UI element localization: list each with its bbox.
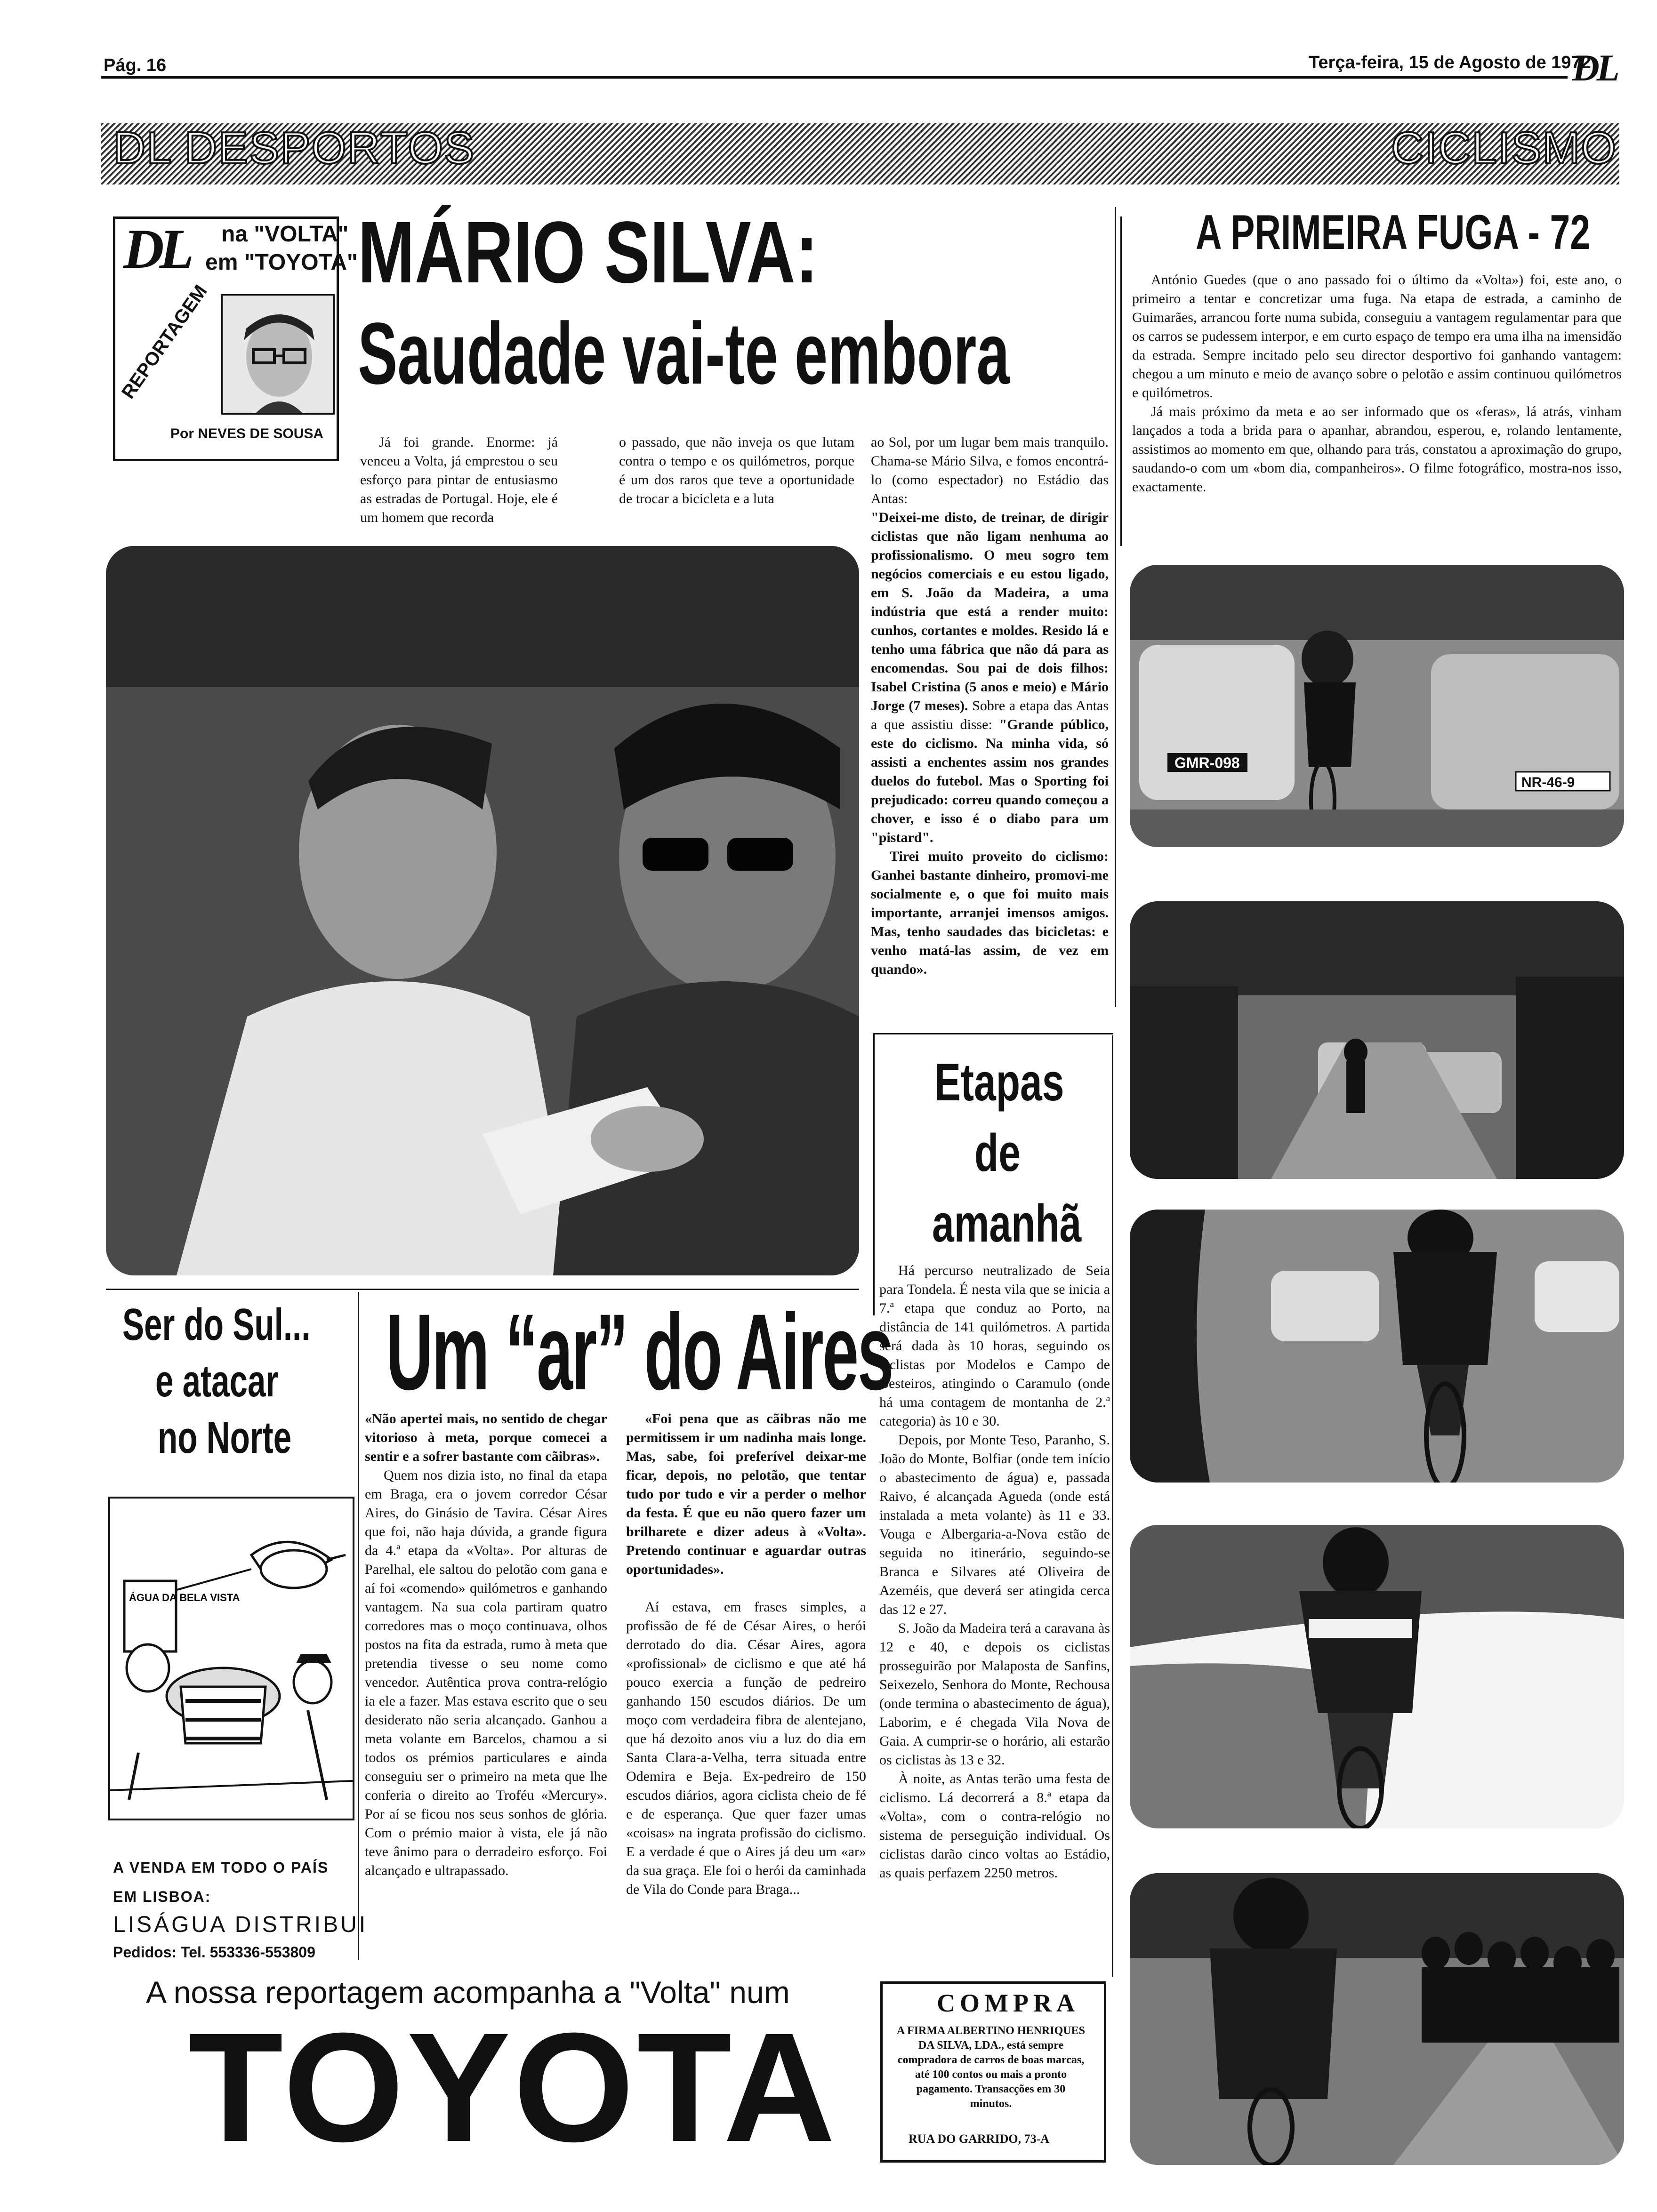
fuga-photo-3	[1130, 1210, 1624, 1483]
etapas-p1: Há percurso neutralizado de Seia para Tondela. É nesta vila que se inicia a 7.ª etapa que conduz ao Porto, na distância de 141 quilómetros. A partida será dada às 10 horas, seguindo os ciclistas por Modelos e Campo de Besteiros, atingindo o Caramulo (onde há uma contagem de montanha de 2.ª categoria) às 10 e 30.	[879, 1263, 1110, 1429]
aires-side-title-3: no Norte	[158, 1412, 292, 1463]
fuga-photo-3-drawing	[1130, 1210, 1624, 1483]
main-headline-2: Saudade vai-te embora	[358, 305, 1010, 402]
mario-silva-photo-drawing	[106, 546, 859, 1275]
fuga-photo-1	[1130, 565, 1624, 847]
header-rule	[101, 76, 1568, 79]
agua-line1: A VENDA EM TODO O PAÍS	[113, 1859, 329, 1876]
fuga-p2: Já mais próximo da meta e ao ser informado que os «feras», lá atrás, vinham lançados a toda a brida para o apanhar, abrandou, esperou, e, rolando lentamente, assistimos ao momento em que, olhando para trás, constatou a aproximação do grupo, saudando-o com um «bom dia, companheiros». O filme fotográfico, mostra-nos isso, exactamente.	[1132, 404, 1622, 495]
aires-col2-lead: «Foi pena que as cãibras não me permitissem ir um nadinha mais longe. Mas, sabe, foi preferível deixar-me ficar, depois, no pelotão, que tentar tudo por tudo e vir a perder o melhor da festa. É que eu não quero fazer um brilharete e dizer adeus à «Volta». Pretendo continuar e aguardar outras oportunidades».	[626, 1411, 866, 1577]
section-label-ciclismo: CICLISMO	[1391, 123, 1617, 173]
aires-side-title-2: e atacar	[155, 1356, 279, 1406]
toyota-brand: TOYOTA	[188, 2000, 838, 2174]
main-article-col3	[871, 433, 1109, 979]
aires-col2	[626, 1410, 866, 1899]
main-article-col3-p2-intro: Tirei muito proveito do ciclismo:	[890, 849, 1109, 864]
main-article-col3-quote1: "Deixei-me disto, de treinar, de dirigir ciclistas que não ligam nenhuma ao profissionalismo. O meu sogro tem negócios comerciais e eu estou ligado, em S. João da Madeira, a uma indústria que está a render muito: cunhos, cortantes e moldes. Resido lá e tenho uma fábrica que não dá para as encomendas. Sou pai de dois filhos: Isabel Cristina (5 anos e meio) e Mário Jorge (7 meses).	[871, 510, 1109, 713]
main-headline-1: MÁRIO SILVA:	[358, 204, 818, 301]
report-box-line2: em "TOYOTA"	[205, 250, 358, 275]
main-article-col3-para	[871, 433, 1109, 847]
compra-address: RUA DO GARRIDO, 73-A	[909, 2132, 1049, 2146]
agua-sign-text: ÁGUA DA BELA VISTA	[129, 1592, 240, 1603]
fuga-photo-4-drawing	[1130, 1525, 1624, 1828]
reporter-portrait-drawing	[223, 296, 333, 413]
aires-col2-body: Aí estava, em frases simples, a profissão de fé de César Aires, o herói derrotado do dia. César Aires, agora «profissional» de ciclismo e que até há pouco exercia a função de pedreiro ganhando 150 escudos diários. De um moço com verdadeira fibra de alentejano, que há dezoito anos viu a luz do dia em Santa Clara-a-Velha, terra situada entre Odemira e Beja. Ex-pedreiro de 150 escudos diários, agora ciclista cheio de fé e de esperança. Que quer fazer umas «coisas» na ingrata profissão do ciclismo. E a verdade é que o Aires já deu um «ar» da sua graça. Ele foi o herói da caminhada de Vila do Conde para Braga...	[626, 1599, 866, 1897]
rule-etapas-top	[873, 1033, 1113, 1034]
reporter-portrait	[221, 294, 335, 415]
agua-line2: EM LISBOA:	[113, 1888, 211, 1905]
compra-body: A FIRMA ALBERTINO HENRIQUES DA SILVA, LDA., está sempre compradora de carros de boas marcas, até 100 contos ou mais a pronto pagamento. Transacções em 30 minutos.	[897, 2025, 1085, 2110]
rule-etapas-right	[1112, 1035, 1113, 1977]
agua-ad-illustration	[108, 1497, 354, 1820]
main-article-col1	[360, 433, 558, 527]
compra-title: COMPRA	[937, 1989, 1079, 2017]
aires-side-title-1: Ser do Sul...	[122, 1299, 311, 1350]
aires-col1-lead: «Não apertei mais, no sentido de chegar vitorioso à meta, porque comecei a sentir e a sofrer bastante com cãibras».	[365, 1411, 607, 1464]
main-article-col3-para2	[871, 847, 1109, 979]
toyota-tagline: A nossa reportagem acompanha a "Volta" num	[146, 1975, 790, 2010]
report-box-byline: Por NEVES DE SOUSA	[170, 426, 324, 441]
main-article-col2	[619, 433, 854, 508]
fuga-photo-5-drawing	[1130, 1873, 1624, 2165]
etapas-title-2: de	[974, 1123, 1021, 1182]
agua-line3: LISÁGUA DISTRIBUI	[113, 1912, 368, 1937]
car-plate-2: NR-46-9	[1521, 775, 1575, 790]
etapas-text	[879, 1261, 1110, 1883]
section-label-desportos: DL DESPORTOS	[113, 123, 475, 173]
rule-sidebar-divider	[1120, 216, 1122, 546]
fuga-photo-1-drawing	[1130, 565, 1624, 847]
main-article-col2-text: o passado, que não inveja os que lutam contra o tempo e os quilómetros, porque é um dos raros que teve a oportunidade de trocar a bicicleta e a luta	[619, 434, 854, 506]
report-box-vertical: REPORTAGEM	[118, 281, 211, 403]
aires-col1-body: Quem nos dizia isto, no final da etapa em Braga, era o jovem corredor César Aires, do Ginásio de Tavira. César Aires que foi, não haja dúvida, a grande figura da 4.ª etapa da «Volta». Por alturas de Parelhal, ele saltou do pelotão com gana e aí foi «comendo» quilómetros e ganhando vantagem. Na sua cola partiram quatro corredores mas o moço continuava, olhos postos na fita da estrada, rumo à meta que pretendia tivesse o seu nome como vencedor. Autêntica prova contra-relógio ia ele a fazer. Mas estava escrito que o seu desiderato não seria alcançado. Ganhou a meta volante em Barcelos, chamou a si todos os prémios particulares e ainda conseguiu ser o primeiro na meta que lhe conferia o direito ao Troféu «Mercury». Por aí se ficou nos seus sonhos de glória. Com o prémio maior à vista, ele já não teve ânimo para o derradeiro esforço. Foi alcançado e ultrapassado.	[365, 1467, 607, 1878]
main-article-col3-quote2: "Grande público, este do ciclismo. Na minha vida, só assisti a enchentes assim nos grandes duelos do futebol. Mas o Sporting foi prejudicado: correu quando começou a chover, e isso é o diabo para um "pistard".	[871, 717, 1109, 845]
etapas-p2: Depois, por Monte Teso, Paranho, S. João do Monte, Bolfiar (onde tem início o abastecimento de água) e, passada Raivo, é alcançada Agueda (onde está instalada a meta volante) às 11 e 33. Vouga e Albergaria-a-Nova estão de seguida no itinerário, seguindo-se Branca e Silvares até Oliveira de Azeméis, que deverá ser atingida cerca das 12 e 27.	[879, 1432, 1110, 1617]
issue-date: Terça-feira, 15 de Agosto de 1972	[1309, 53, 1591, 72]
main-article-col3-intro: ao Sol, por um lugar bem mais tranquilo. Chama-se Mário Silva, e fomos encontrá-lo (como espectador) no Estádio das Antas:	[871, 434, 1109, 506]
fuga-photo-2	[1130, 901, 1624, 1179]
report-box-logo: DL	[123, 217, 189, 280]
car-plate-1: GMR-098	[1174, 754, 1240, 771]
agua-ad-drawing	[110, 1499, 353, 1819]
mario-silva-photo	[106, 546, 859, 1275]
fuga-photo-4	[1130, 1525, 1624, 1828]
rule-col-main-right	[1115, 207, 1116, 1007]
page-number: Pág. 16	[104, 56, 167, 75]
header-logo: DL	[1572, 48, 1617, 89]
main-article-col3-mid: Sobre a etapa das Antas a que assistiu disse:	[871, 698, 1109, 732]
report-box-line1: na "VOLTA"	[221, 222, 349, 247]
fuga-text	[1132, 271, 1622, 497]
etapas-title-3: amanhã	[932, 1194, 1082, 1253]
main-article-col1-text: Já foi grande. Enorme: já venceu a Volta, já emprestou o seu esforço para pintar de entusiasmo as estradas de Portugal. Hoje, ele é um homem que recorda	[360, 434, 558, 525]
agua-line4: Pedidos: Tel. 553336-553809	[113, 1944, 315, 1961]
main-article-col3-quote3: Ganhei bastante dinheiro, promovi-me socialmente e, o que foi muito mais importante, arranjei imensos amigos. Mas, tenho saudades das bicicletas: e venho matá-las assim, de vez em quando».	[871, 867, 1109, 977]
etapas-title-1: Etapas	[934, 1053, 1064, 1112]
etapas-p3: S. João da Madeira terá a caravana às 12 e 40, e depois os ciclistas prosseguirão por Malaposta de Sanfins, Seixezelo, Senhora do Monte, Rechousa (onde termina o abastecimento de água), Laborim, e é chegada Vila Nova de Gaia. A cumprir-se o horário, ali estarão os ciclistas às 13 e 32.	[879, 1620, 1110, 1768]
etapas-p4: À noite, as Antas terão uma festa de ciclismo. Lá decorrerá a 8.ª etapa da «Volta», com o contra-relógio no sistema de perseguição individual. Os ciclistas darão cinco voltas ao Estádio, as quais perfazem 2250 metros.	[879, 1771, 1110, 1881]
rule-etapas-left	[873, 1033, 875, 1315]
fuga-title: A PRIMEIRA FUGA - 72	[1196, 205, 1591, 260]
rule-aires-side	[358, 1292, 359, 1960]
fuga-photo-5	[1130, 1873, 1624, 2165]
fuga-p1: António Guedes (que o ano passado foi o último da «Volta») foi, este ano, o primeiro a tentar e concretizar uma fuga. Na etapa de estrada, a caminho de Guimarães, arrancou forte numa subida, conseguiu a vantagem regulamentar para que os carros se pudessem interpor, e em curto espaço de tempo era uma ilha na imensidão da estrada. Sempre incitado pelo seu director desportivo foi ganhando vantagem: chegou a um minuto e meio de avanço sobre o pelotão e assim continuou quilómetros e quilómetros.	[1132, 272, 1622, 401]
aires-headline: Um “ar” do Aires	[386, 1291, 893, 1412]
aires-col1	[365, 1410, 607, 1880]
fuga-photo-2-drawing	[1130, 901, 1624, 1179]
